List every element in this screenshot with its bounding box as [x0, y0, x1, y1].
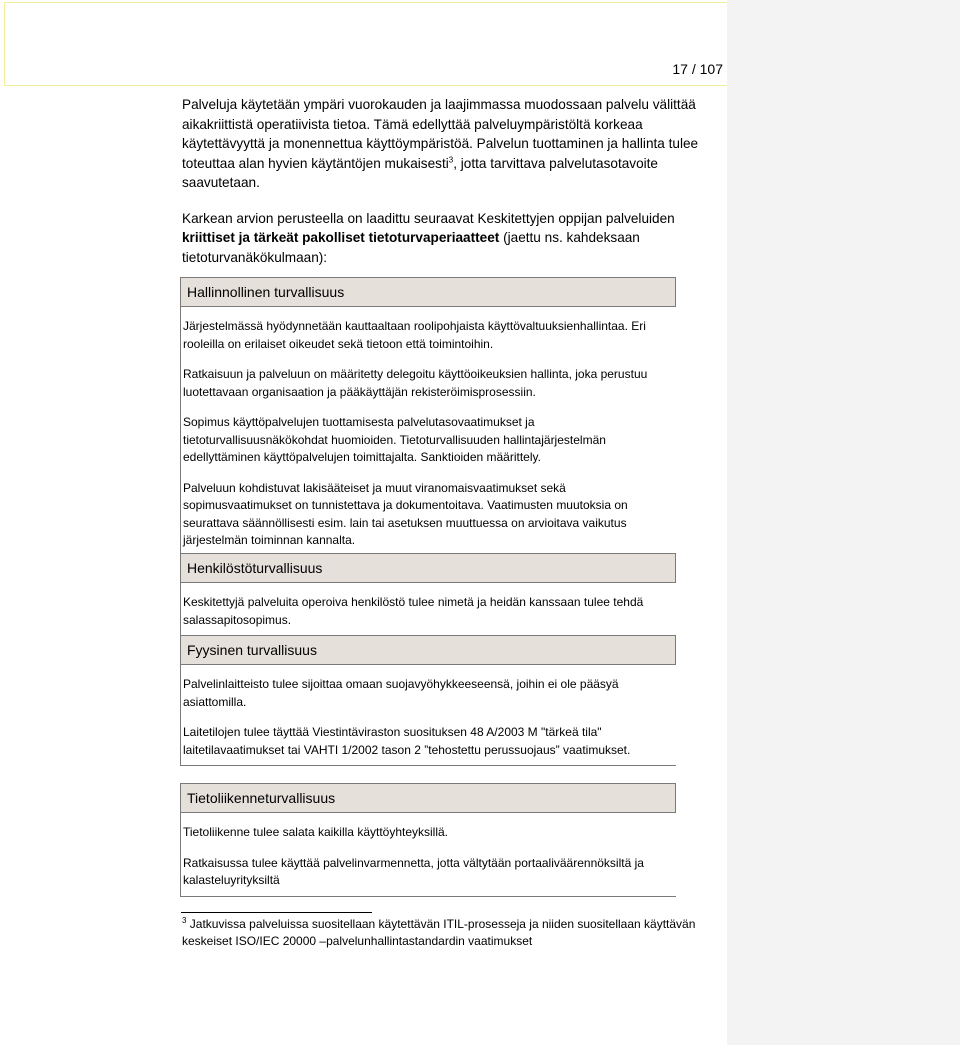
page-number: 17 / 107 — [672, 61, 723, 77]
section-heading: Fyysinen turvallisuus — [180, 635, 676, 665]
intro-text-2a: Karkean arvion perusteella on laadittu seuraavat Keskitettyjen oppijan palveluiden — [182, 210, 675, 226]
intro-text — [182, 95, 722, 267]
section-administrative-security — [180, 277, 676, 554]
footnote-marker: 3 — [182, 916, 187, 925]
section-paragraph: Laitetilojen tulee täyttää Viestintäviraston suosituksen 48 A/2003 M "tärkeä tila" laitetilavaatimukset tai VAHTI 1/2002 tason 2 ”tehostettu perussuojaus” vaatimukset. — [183, 725, 631, 757]
section-body — [180, 583, 676, 636]
footnote-separator — [181, 912, 372, 913]
section-body — [180, 813, 676, 897]
section-paragraph: Sopimus käyttöpalvelujen tuottamisesta palvelutasovaatimukset ja tietoturvallisuusnäkökohdat huomioiden. Tietoturvallisuuden hallintajärjestelmän edellyttäminen käyttöpalvelujen toimittajalta. Sanktioiden määrittely. — [183, 415, 606, 464]
section-network-security — [180, 783, 676, 897]
section-heading: Tietoliikenneturvallisuus — [180, 783, 676, 813]
section-personnel-security — [180, 553, 676, 636]
section-paragraph: Palvelinlaitteisto tulee sijoittaa omaan suojavyöhykkeeseensä, joihin ei ole pääsyä asiattomilla. — [183, 677, 619, 709]
section-body — [180, 665, 676, 766]
section-paragraph: Keskitettyjä palveluita operoiva henkilöstö tulee nimetä ja heidän kanssaan tulee tehdä salassapitosopimus. — [183, 595, 644, 627]
intro-paragraph-1 — [182, 95, 722, 193]
footnote-reference[interactable]: 3 — [448, 154, 454, 164]
footnote — [182, 916, 712, 950]
intro-paragraph-2 — [182, 209, 722, 268]
section-body — [180, 307, 676, 557]
section-paragraph: Ratkaisuun ja palveluun on määritetty delegoitu käyttöoikeuksien hallinta, joka perustuu luotettavaan organisaation ja pääkäyttäjän rekisteröimisprosessiin. — [183, 367, 648, 399]
section-paragraph: Ratkaisussa tulee käyttää palvelinvarmennetta, jotta vältytään portaaliväärennöksiltä ja kalasteluyrityksiltä — [183, 855, 644, 887]
section-paragraph: Tietoliikenne tulee salata kaikilla käyttöyhteyksillä. — [183, 825, 449, 839]
section-heading: Henkilöstöturvallisuus — [180, 553, 676, 583]
section-paragraph: Palveluun kohdistuvat lakisääteiset ja muut viranomaisvaatimukset sekä sopimusvaatimukset on tunnistettava ja dokumentoitava. Vaatimusten muutoksia on seurattava säännöllisesti esim. lain tai asetuksen muuttuessa on arvioitava vaikutus järjestelmän toiminnan kannalta. — [183, 480, 628, 547]
intro-text-1a: Palveluja käytetään ympäri vuorokauden ja laajimmassa muodossaan palvelu välittää aikakriittistä operatiivista tietoa. Tämä edellyttää palveluympäristöltä korkeaa käytettävyyttä ja monennettua käyttöympäristöä. Palvelun tuottaminen ja hallinta tulee toteuttaa alan hyvien käytäntöjen mukaisesti — [182, 97, 699, 171]
section-physical-security — [180, 635, 676, 766]
intro-bold-phrase: kriittiset ja tärkeät pakolliset tietoturvaperiaatteet — [182, 230, 500, 245]
footnote-text: Jatkuvissa palveluissa suositellaan käytettävän ITIL-prosesseja ja niiden suositellaan käyttävän keskeiset ISO/IEC 20000 –palvelunhallintastandardin vaatimukset — [182, 917, 696, 948]
intro-text-2b: (jaettu ns. kahdeksaan tietoturvanäkökulmaan): — [182, 230, 640, 265]
right-margin — [727, 0, 960, 1045]
section-heading: Hallinnollinen turvallisuus — [180, 277, 676, 307]
intro-text-1b: , jotta tarvittava palvelutasotavoite saavutetaan. — [182, 155, 658, 190]
section-paragraph: Järjestelmässä hyödynnetään kauttaaltaan roolipohjaista käyttövaltuuksienhallintaa. Eri rooleilla on erilaiset oikeudet sekä tietoon että toimintoihin. — [183, 319, 646, 351]
